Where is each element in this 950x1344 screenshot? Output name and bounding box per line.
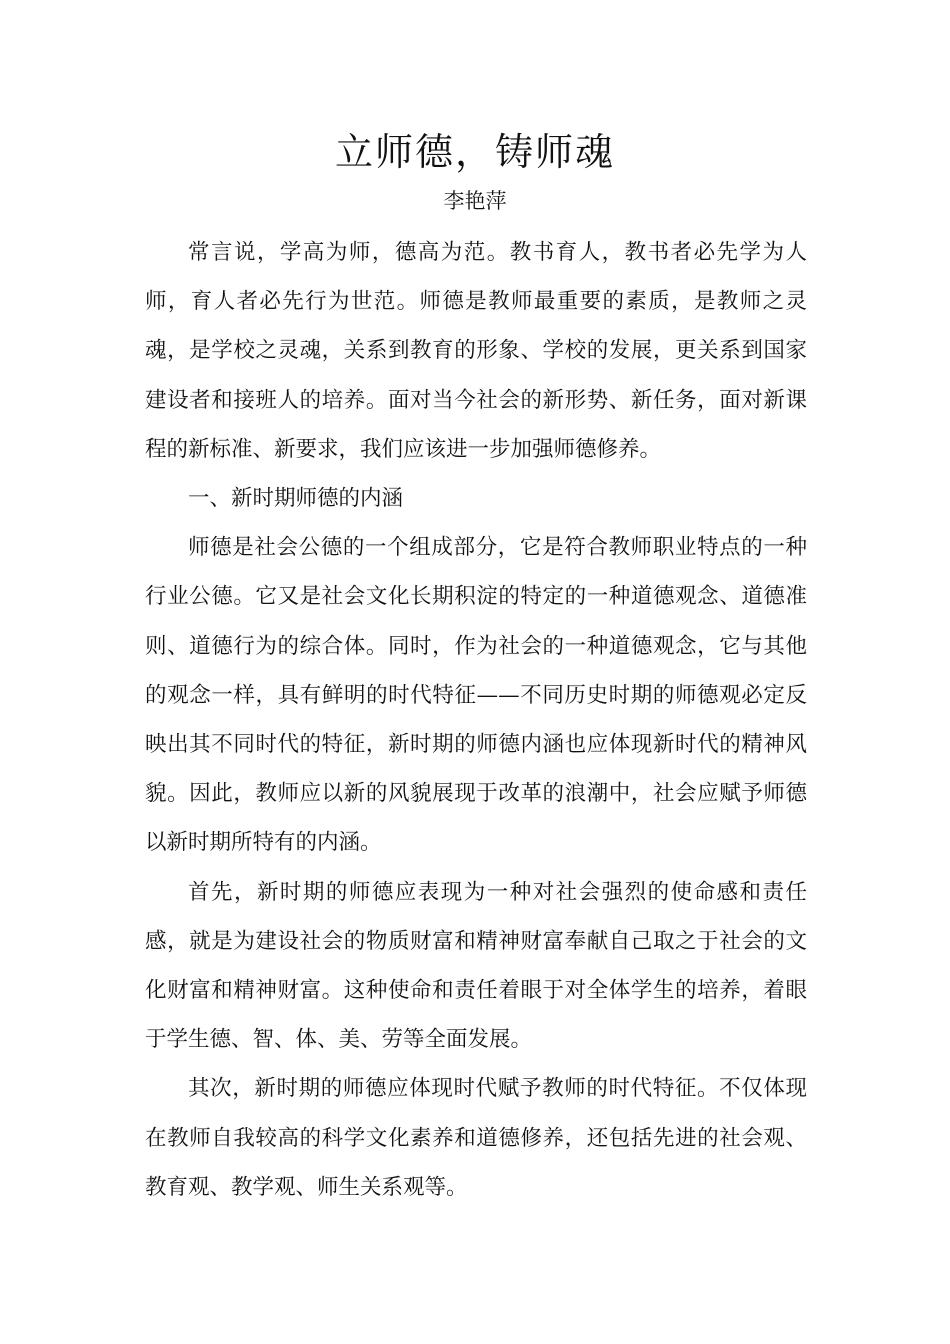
document-author: 李艳萍 — [443, 189, 507, 213]
paragraph-definition: 师德是社会公德的一个组成部分，它是符合教师职业特点的一种行业公德。它又是社会文化长期积淀的特定的一种道德观念、道德准则、道德行为的综合体。同时，作为社会的一种道德观念，它与其他的观念一样，具有鲜明的时代特征——不同历史时期的师德观必定反映出其不同时代的特征，新时期的师德内涵也应体现新时代的精神风貌。因此，教师应以新的风貌展现于改革的浪潮中，社会应赋予师德以新时期所特有的内涵。 — [145, 535, 807, 856]
document-title: 立师德，铸师魂 — [334, 130, 615, 174]
document-body — [145, 228, 807, 1212]
paragraph-second: 其次，新时期的师德应体现时代赋予教师的时代特征。不仅体现在教师自我较高的科学文化素养和道德修养，还包括先进的社会观、教育观、教学观、师生关系观等。 — [145, 1076, 807, 1200]
section-heading: 一、新时期师德的内涵 — [188, 486, 404, 512]
paragraph-intro: 常言说，学高为师，德高为范。教书育人，教书者必先学为人师，育人者必先行为世范。师德是教师最重要的素质，是教师之灵魂，是学校之灵魂，关系到教育的形象、学校的发展，更关系到国家建设者和接班人的培养。面对当今社会的新形势、新任务，面对新课程的新标准、新要求，我们应该进一步加强师德修养。 — [145, 240, 807, 462]
paragraph-first: 首先，新时期的师德应表现为一种对社会强烈的使命感和责任感，就是为建设社会的物质财富和精神财富奉献自己取之于社会的文化财富和精神财富。这种使命和责任着眼于对全体学生的培养，着眼于学生德、智、体、美、劳等全面发展。 — [145, 879, 807, 1053]
